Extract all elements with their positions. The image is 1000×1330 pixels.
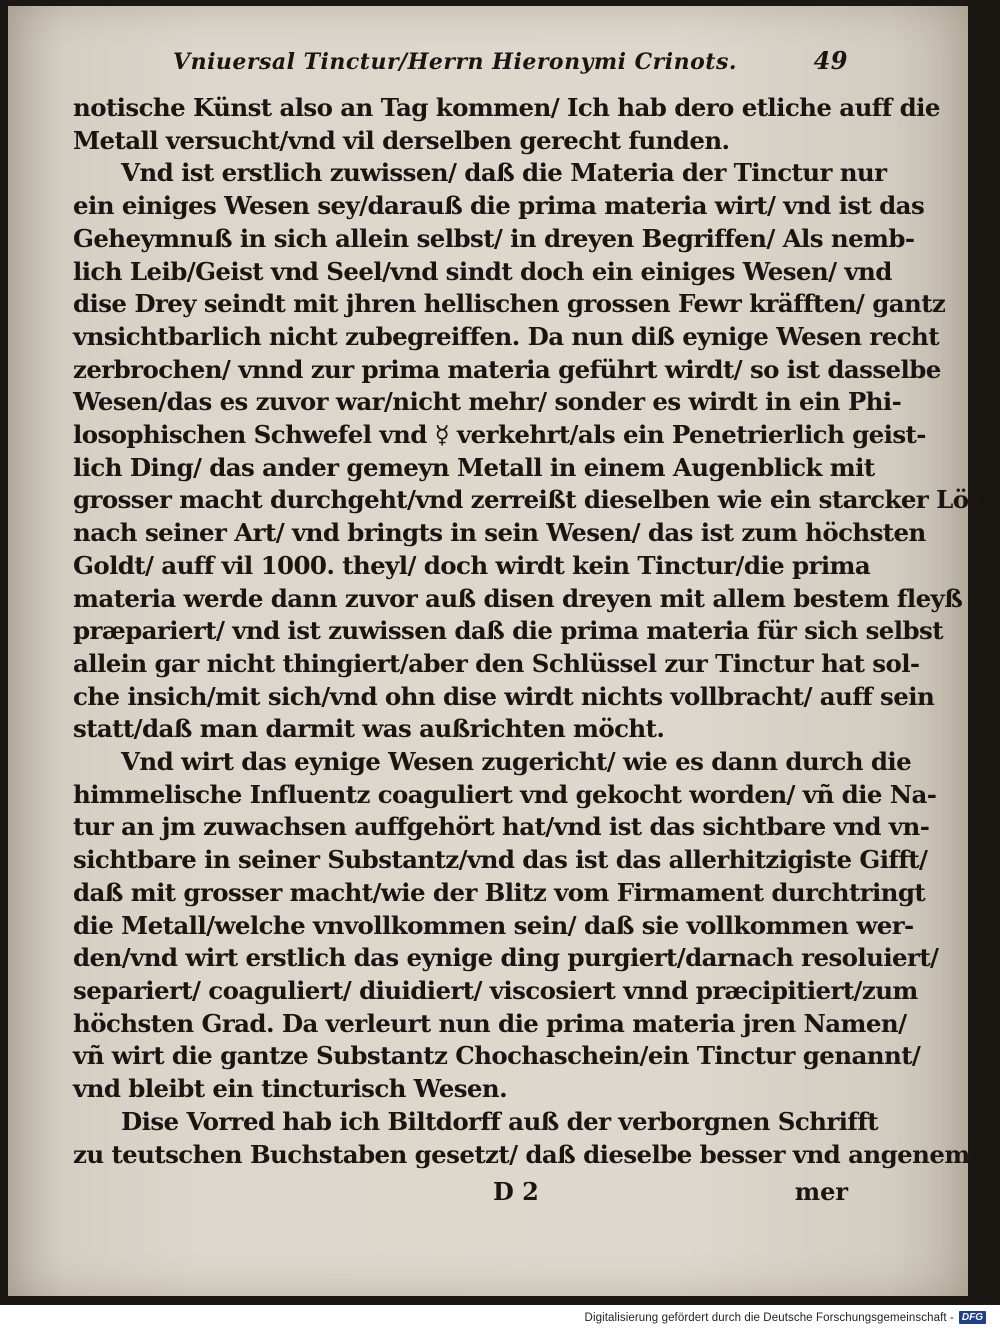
running-head-title: Vniuersal Tinctur/Herrn Hieronymi Crinots.: [173, 49, 737, 75]
running-head: [73, 46, 848, 92]
signature-mark: D 2: [493, 1177, 539, 1207]
text-line: Metall versucht/vnd vil derselben gerecht funden.: [73, 125, 730, 155]
text-line: daß mit grosser macht/wie der Blitz vom Firmament durchtringt: [73, 877, 926, 907]
paragraph: [73, 1106, 980, 1171]
catchword: mer: [794, 1177, 848, 1207]
dfg-logo: DFG: [959, 1311, 986, 1324]
text-line: statt/daß man darmit was außrichten möcht.: [73, 714, 665, 744]
text-line: vñ wirt die gantze Substantz Chochaschein/ein Tinctur genannt/: [73, 1041, 921, 1071]
text-line: tur an jm zuwachsen auffgehört hat/vnd ist das sichtbare vnd vn-: [73, 812, 930, 842]
text-line: höchsten Grad. Da verleurt nun die prima materia jren Namen/: [73, 1008, 907, 1038]
text-line: nach seiner Art/ vnd bringts in sein Wesen/ das ist zum höchsten: [73, 518, 926, 548]
text-line: materia werde dann zuvor auß disen dreyen mit allem bestem fleyß: [73, 583, 963, 613]
text-line: Dise Vorred hab ich Biltdorff auß der verborgnen Schrifft: [121, 1106, 878, 1136]
text-line: ein einiges Wesen sey/darauß die prima materia wirt/ vnd ist das: [73, 191, 925, 221]
text-line: Goldt/ auff vil 1000. theyl/ doch wirdt kein Tinctur/die prima: [73, 550, 871, 580]
text-line: die Metall/welche vnvollkommen sein/ daß sie vollkommen wer-: [73, 910, 914, 940]
text-line: allein gar nicht thingiert/aber den Schlüssel zur Tinctur hat sol-: [73, 648, 920, 678]
page-number: 49: [813, 46, 848, 75]
text-line: Vnd wirt das eynige Wesen zugericht/ wie es dann durch die: [121, 747, 912, 777]
text-line: grosser macht durchgeht/vnd zerreißt dieselben wie ein starcker Löw: [73, 485, 989, 515]
text-line: zu teutschen Buchstaben gesetzt/ daß dieselbe besser vnd angenem-: [73, 1139, 980, 1169]
text-line: himmelische Influentz coaguliert vnd gekocht worden/ vñ die Na-: [73, 779, 937, 809]
body-text: [73, 92, 989, 1171]
text-line: zerbrochen/ vnnd zur prima materia geführt wirdt/ so ist dasselbe: [73, 354, 941, 384]
text-line: che insich/mit sich/vnd ohn dise wirdt nichts vollbracht/ auff sein: [73, 681, 935, 711]
paragraph: [73, 157, 989, 746]
text-block: [73, 46, 989, 1207]
text-line: Wesen/das es zuvor war/nicht mehr/ sonder es wirdt in ein Phi-: [73, 387, 902, 417]
text-line: præpariert/ vnd ist zuwissen daß die prima materia für sich selbst: [73, 616, 943, 646]
text-line: vnsichtbarlich nicht zubegreiffen. Da nun diß eynige Wesen recht: [73, 321, 939, 351]
text-line: separiert/ coaguliert/ diuidiert/ viscosiert vnnd præcipitiert/zum: [73, 975, 918, 1005]
catchline: [73, 1177, 848, 1206]
text-line: lich Leib/Geist vnd Seel/vnd sindt doch ein einiges Wesen/ vnd: [73, 256, 892, 286]
book-page: [8, 6, 989, 1296]
paragraph: [73, 92, 940, 157]
text-line: dise Drey seindt mit jhren hellischen grossen Fewr kräfften/ gantz: [73, 289, 946, 319]
text-line: Geheymnuß in sich allein selbst/ in dreyen Begriffen/ Als nemb-: [73, 223, 915, 253]
text-line: lich Ding/ das ander gemeyn Metall in einem Augenblick mit: [73, 452, 875, 482]
footer-bar: [0, 1305, 1000, 1330]
footer-credit: Digitalisierung gefördert durch die Deutsche Forschungsgemeinschaft -: [584, 1311, 954, 1324]
text-line: sichtbare in seiner Substantz/vnd das ist das allerhitzigiste Gifft/: [73, 845, 928, 875]
paragraph: [73, 746, 939, 1106]
text-line: losophischen Schwefel vnd ☿ verkehrt/als ein Penetrierlich geist-: [73, 420, 926, 450]
text-line: Vnd ist erstlich zuwissen/ daß die Materia der Tinctur nur: [121, 158, 887, 188]
text-line: den/vnd wirt erstlich das eynige ding purgiert/darnach resoluiert/: [73, 943, 939, 973]
text-line: vnd bleibt ein tincturisch Wesen.: [73, 1074, 508, 1104]
text-line: notische Künst also an Tag kommen/ Ich hab dero etliche auff die: [73, 93, 940, 122]
